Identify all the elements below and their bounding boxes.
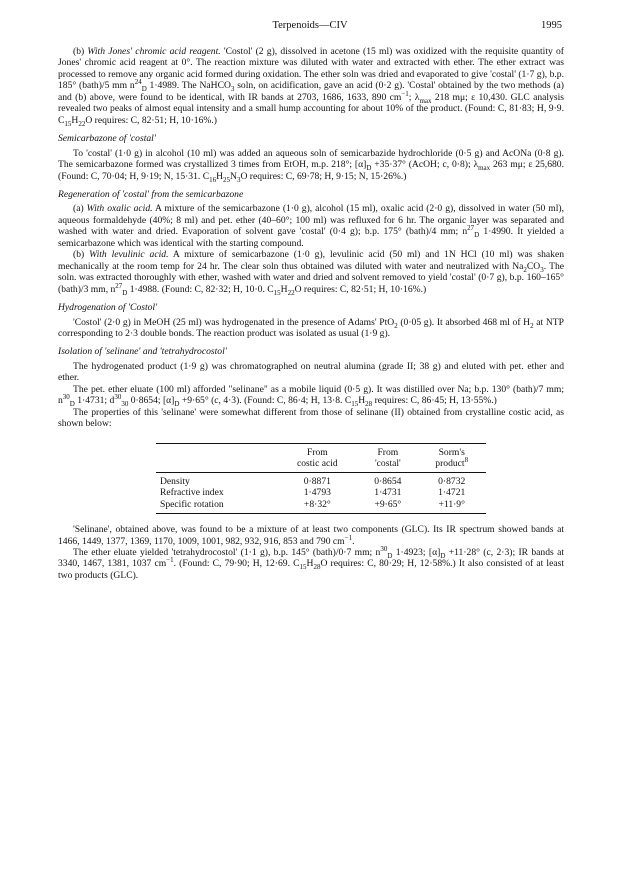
- table-cell: +8·32°: [276, 499, 358, 514]
- table-cell: 0·8871: [303, 476, 331, 488]
- table-row: [156, 487, 486, 498]
- paragraph-chromatography: The hydrogenated product (1·9 g) was chromatographed on neutral alumina (grade II; 38 g) and eluted with pet. ether and ether.: [58, 360, 564, 384]
- paragraph-hydrogenation: 'Costol' (2·0 g) in MeOH (25 ml) was hydrogenated in the presence of Adams' PtO$_2$ (0·05 g). It absorbed 468 ml of $H_2$ at NTP corresponding to 2·3 double bonds. The reaction product was isolated as usual (1·9 g).: [58, 316, 564, 339]
- article-body: [58, 46, 564, 581]
- paragraph-regeneration-oxalic: (a) With oxalic acid. A mixture of the semicarbazone (1·0 g), alcohol (15 ml), oxalic acid (2·0 g), dissolved in water (50 ml), aqueous formaldehyde (40%; 8 ml) and pet. ether (40–60°; 100 ml) was refluxed for 6 hr. The organic layer was separated and washed with water and dried. Evaporation of solvent gave 'costal' (0·4 g); b.p. 175° (bath)/4 mm; $n^{27}_D$ 1·4990. It yielded a semicarbazone which was identical with the starting compound.: [58, 203, 565, 249]
- table-cell: 1·4731: [374, 487, 402, 499]
- paragraph-properties-intro: The properties of this 'selinane' were somewhat different from those of selinane (II) obtained from crystalline costic acid, as shown below:: [58, 406, 564, 430]
- table-cell: 0·8732: [438, 476, 466, 488]
- table-row: [156, 473, 486, 488]
- table-header-cell: From 'costal': [358, 443, 417, 473]
- table-cell-label: Density: [160, 476, 190, 488]
- table-cell-label: Refractive index: [160, 487, 224, 499]
- table-cell: 1·4793: [303, 487, 331, 499]
- table-header-row: [156, 443, 486, 473]
- table-header-cell: Sorm's product$^8$: [417, 443, 486, 473]
- properties-table: [156, 443, 486, 514]
- page-header: [58, 20, 562, 34]
- table-row: [156, 499, 486, 514]
- paragraph-jones-oxidation: (b) With Jones' chromic acid reagent. 'Costol' (2 g), dissolved in acetone (15 ml) was oxidized with the requisite quantity of Jones' chromic acid reagent at 0°. The reaction mixture was diluted with water and extracted with ether. The ether extract was processed to remove any organic acid formed during oxidation. The ether soln was dried and evaporated to give 'costal' (1·7 g), b.p. 185° (bath)/5 mm $n^{24}_D$ 1·4989. The NaHCO$_3$ soln, on acidification, gave an acid (0·2 g). 'Costal' obtained by the two methods (a) and (b) above, were found to be identical, with IR bands at 2703, 1686, 1633, 890 $cm^{-1}$; $\lambda_{max}$ 218 mμ; ε 10,430. GLC analysis revealed two peaks of almost equal intensity and a small hump accounting for about 10% of the product. (Found: C, 81·83; H, 9·9. $C_{15}H_{22}O$ requires: C, 82·51; H, 10·16%.): [58, 46, 565, 128]
- paragraph-tetrahydrocostol: The ether eluate yielded 'tetrahydrocostol' (1·1 g), b.p. 145° (bath)/0·7 mm; $n^{30}_D$ 1·4923; $[\alpha]_D +11\cdot 28^\circ$ (c, 2·3); IR bands at 3340, 1467, 1381, 1037 $cm^{-1}$. (Found: C, 79·90; H, 12·69. $C_{15}H_{28}O$ requires: C, 80·29; H, 12·58%.) It also consisted of at least two products (GLC).: [58, 544, 564, 581]
- page-number: 1995: [541, 20, 562, 31]
- heading-semicarbazone: Semicarbazone of 'costal': [58, 133, 156, 145]
- paragraph-selinane: The pet. ether eluate (100 ml) afforded "selinane" as a mobile liquid (0·5 g). It was distilled over Na; b.p. 130° (bath)/7 mm; $n^{30}_D$ 1·4731; $d^{30}_{30}$ 0·8654; $[\alpha]_D +9\cdot 65^\circ$ (c, 4·3). (Found: C, 86·4; H, 13·8. $C_{15}H_{28}$ requires: C, 86·45; H, 13·55%.): [58, 383, 564, 409]
- table-cell-label: Specific rotation: [156, 499, 276, 514]
- paragraph-regeneration-levulinic: (b) With levulinic acid. A mixture of semicarbazone (1·0 g), levulinic acid (50 ml) and 1N HCl (10 ml) was shaken mechanically at the room temp for 24 hr. The clear soln thus obtained was diluted with water and neutralized with $Na_2CO_3$. The soln. was extracted thoroughly with ether, washed with water and dried and solvent removed to yield 'costal' (0·7 g), b.p. 160–165° (bath)/3 mm, $n^{27}_D$ 1·4988. (Found: C, 82·32; H, 10·0. $C_{15}H_{22}O$ requires: C, 82·51; H, 10·16%.): [58, 249, 565, 297]
- table-cell: +9·65°: [358, 499, 417, 514]
- paragraph-selinane-ir: 'Selinane', obtained above, was found to be a mixture of at least two components (GLC). Its IR spectrum showed bands at 1466, 1449, 1377, 1369, 1170, 1009, 1001, 982, 932, 916, 853 and 790 $cm^{-1}$.: [58, 524, 564, 547]
- table-cell: +11·9°: [417, 499, 486, 514]
- table-cell: 1·4721: [438, 487, 466, 499]
- table-header-cell: From costic acid: [276, 443, 358, 473]
- heading-isolation: Isolation of 'selinane' and 'tetrahydrocostol': [58, 346, 227, 358]
- paragraph-semicarbazone: To 'costal' (1·0 g) in alcohol (10 ml) was added an aqueous soln of semicarbazide hydrochloride (0·5 g) and AcONa (0·8 g). The semicarbazone formed was crystallized 3 times from EtOH, m.p. 218°; $[\alpha]_D +35\cdot 37^\circ$ (AcOH; c, 0·8); $\lambda_{max}$ 263 mμ; ε 25,680. (Found: C, 70·04; H, 9·19; N, 15·31. $C_{16}H_{25}N_3O$ requires: C, 69·78; H, 9·15; N, 15·26%.): [58, 147, 564, 184]
- table-header-cell: [156, 443, 276, 473]
- heading-hydrogenation: Hydrogenation of 'Costol': [58, 302, 158, 314]
- table-cell: 0·8654: [374, 476, 402, 488]
- running-title: Terpenoids—CIV: [272, 20, 348, 31]
- heading-regeneration: Regeneration of 'costal' from the semicarbazone: [58, 188, 244, 200]
